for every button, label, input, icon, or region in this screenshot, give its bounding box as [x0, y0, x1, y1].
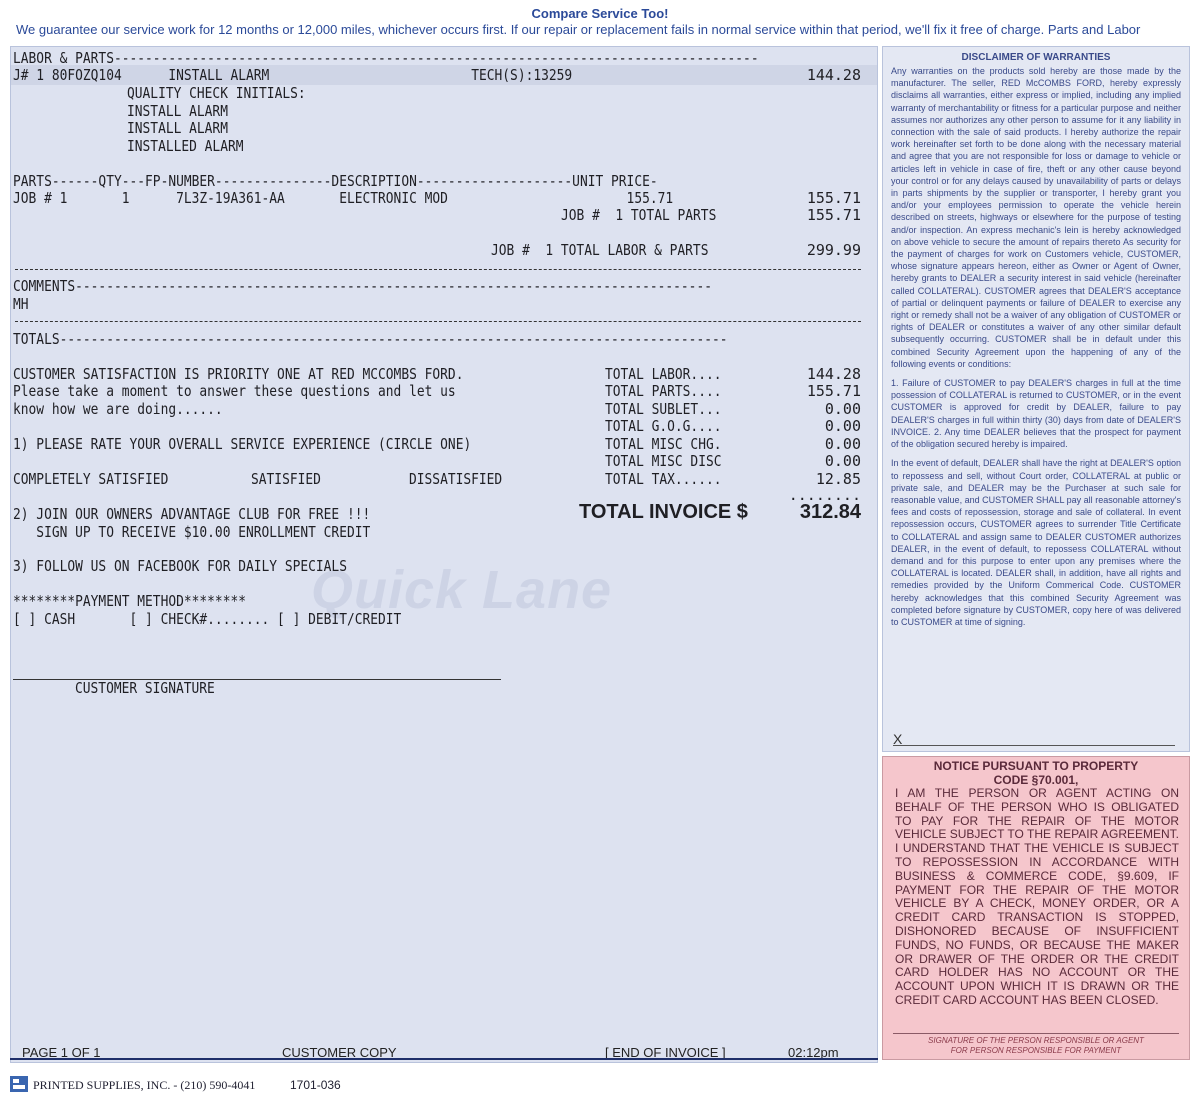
page-indicator: PAGE 1 OF 1 [22, 1045, 101, 1060]
total-label-gog: TOTAL G.O.G.... [605, 417, 722, 435]
notice-signature-caption-2: FOR PERSON RESPONSIBLE FOR PAYMENT [950, 1046, 1122, 1055]
satisfaction-line-3: know how we are doing...... [13, 400, 223, 418]
qc-line-1: QUALITY CHECK INITIALS: [127, 84, 306, 102]
qc-line-4: INSTALLED ALARM [127, 137, 244, 155]
payment-options[interactable]: [ ] CASH [ ] CHECK#........ [ ] DEBIT/CREDIT [13, 610, 402, 628]
footer-rule [10, 1058, 878, 1060]
question-3: 3) FOLLOW US ON FACEBOOK FOR DAILY SPECIALS [13, 557, 347, 575]
total-invoice-label: TOTAL INVOICE $ [579, 501, 748, 523]
total-label-parts: TOTAL PARTS.... [605, 382, 722, 400]
parts-header: PARTS------QTY---FP-NUMBER---------------DESCRIPTION--------------------UNIT PRICE- [13, 172, 658, 190]
parts-row: JOB # 1 1 7L3Z-19A361-AA ELECTRONIC MOD 155.71 [13, 189, 674, 207]
total-value-gog: 0.00 [824, 417, 861, 435]
disclaimer-text [891, 65, 1181, 635]
notice-text: I AM THE PERSON OR AGENT ACTING ON BEHALF OF THE PERSON WHO IS OBLIGATED TO PAY FOR THE REPAIR OF THE MOTOR VEHICLE SUBJECT TO THE REPAIR AGREEMENT. I UNDERSTAND THAT THE VEHICLE IS SUBJECT TO REPOSSESSION IN ACCORDANCE WITH BUSINESS & COMMERCE CODE, §9.609, IF PAYMENT FOR THE REPAIR OF THE MOTOR VEHICLE BY A CHECK, MONEY ORDER, OR A CREDIT CARD TRANSACTION IS STOPPED, DISHONORED BECAUSE OF INSUFFICIENT FUNDS, NO FUNDS, OR BECAUSE THE MAKER OR DRAWER OF THE ORDER OR THE CREDIT CARD HOLDER HAS NO ACCOUNT OR THE ACCOUNT UPON WHICH IT IS DRAWN OR THE CREDIT CARD ACCOUNT HAS BEEN CLOSED. [895, 786, 1179, 1007]
total-label-misc-chg: TOTAL MISC CHG. [605, 435, 722, 453]
totals-header: TOTALS-------------------------------------------------------------------------------------- [13, 330, 728, 348]
disclaimer-paragraph: Any warranties on the products sold hereby are those made by the manufacturer. The seller, RED McCOMBS FORD, hereby expressly disclaims all warranties, either express or implied, including any implied warranty of merchantability or fitness for a particular purpose and neither assumes nor authorizes any other person to assume for it any liability in connection with the sale of said products. I hereby authorize the repair work hereinafter set forth to be done along with the necessary material and agree that you are not responsible for loss or damage to vehicle or articles left in vehicle in case of fire, theft or any other cause beyond your control or for any delays caused by unavailability of parts or delays in parts shipments by the supplier or transporter, I hereby grant you and/or your employees permission to operate the vehicle herein described on streets, highways or elsewhere for the purpose of testing and/or inspection. An express mechanic's lein is hereby acknowledged on above vehicle to secure the amount of repairs thereto As security for the payment of charges for work on Customers vehicle, CUSTOMER, whose signature appears hereon, either as Owner or Agent of Owner, hereby grants to DEALER a security interest in said vehicle (hereinafter called COLLATERAL). CUSTOMER agrees that DEALER'S acceptance of partial or delinquent payments or failure of DEALER to exercise any right or remedy shall not be a waiver of any obligation of CUSTOMER or rights of DEALER or constitutes a waiver of any other similar default subsequently occurring. CUSTOMER shall be in default under this combined Security Agreement upon the happening of any of the following events or conditions: [891, 66, 1181, 369]
quick-lane-watermark: Quick Lane [311, 560, 613, 620]
total-separator-dots: ........ [788, 486, 861, 504]
disclaimer-title: DISCLAIMER OF WARRANTIES [961, 52, 1111, 63]
question-2-line-1: 2) JOIN OUR OWNERS ADVANTAGE CLUB FOR FREE !!! [13, 505, 371, 523]
notice-signature-caption-1: SIGNATURE OF THE PERSON RESPONSIBLE OR AGENT [928, 1036, 1144, 1045]
divider [15, 321, 861, 322]
copy-label: CUSTOMER COPY [282, 1045, 397, 1060]
printed-supplies-logo-icon [10, 1076, 28, 1092]
notice-title-line-2: CODE §70.001, [993, 773, 1079, 787]
satisfaction-line-1: CUSTOMER SATISFACTION IS PRIORITY ONE AT RED MCCOMBS FORD. [13, 365, 464, 383]
total-value-tax: 12.85 [815, 470, 861, 488]
total-label-misc-disc: TOTAL MISC DISC [605, 452, 722, 470]
comments-header: COMMENTS---------------------------------------------------------------------------------- [13, 277, 712, 295]
header-title: Compare Service Too! [531, 6, 669, 21]
question-2-line-2: SIGN UP TO RECEIVE $10.00 ENROLLMENT CREDIT [13, 523, 371, 541]
notice-signature-line[interactable] [893, 1033, 1179, 1056]
total-invoice-value: 312.84 [799, 501, 861, 523]
divider [15, 269, 861, 270]
job-total-labor-parts-amount: 299.99 [806, 241, 861, 259]
customer-signature-label: CUSTOMER SIGNATURE [75, 679, 215, 697]
disclaimer-paragraph: In the event of default, DEALER shall have the right at DEALER'S option to repossess and sell, without Court order, COLLATERAL at public or private sale, and DEALER may be the Purchaser at such sale for reasonable value, and CUSTOMER SHALL pay all reasonable attorney's fees and costs of repossession, storage and sale of collateral. In event repossession occurs, CUSTOMER agrees to surrender Title Certificate to COLLATERAL and assign same to DEALER CUSTOMER authorizes DEALER, in the event of default, to repossess COLLATERAL without demand and for this purpose to enter upon any premises where the COLLATERAL is located. DEALER shall, in addition, have all rights and remedies provided by the Uniform Commerical Code. CUSTOMER hereby acknowledges that this combined Security Agreement was completed before signature by CUSTOMER, copy here of was delivered to CUSTOMER at time of signing. [891, 458, 1181, 627]
qc-line-3: INSTALL ALARM [127, 119, 228, 137]
disclaimer-paragraph: 1. Failure of CUSTOMER to pay DEALER'S charges in full at the time possession of COLLATERAL is returned to CUSTOMER, or in the event CUSTOMER is approved for credit by DEALER, failure to pay DEALER'S charges in full within thirty (30) days from date of DEALER'S INVOICE. 2. Any time DEALER believes that the prospect for payment of the obligation secured hereby is impaired. [891, 378, 1181, 450]
job-total-parts-label: JOB # 1 TOTAL PARTS [561, 206, 717, 224]
disclaimer-box [882, 46, 1190, 752]
labor-parts-header: LABOR & PARTS----------------------------------------------------------------------------------- [13, 49, 759, 67]
disclaimer-signature-line[interactable]: X [893, 731, 1175, 746]
total-label-tax: TOTAL TAX...... [605, 470, 722, 488]
form-number: 1701-036 [290, 1078, 341, 1092]
qc-line-2: INSTALL ALARM [127, 102, 228, 120]
rating-dissatisfied[interactable]: DISSATISFIED [409, 470, 503, 488]
invoice-time: 02:12pm [788, 1045, 839, 1060]
payment-method-header: ********PAYMENT METHOD******** [13, 592, 247, 610]
question-1: 1) PLEASE RATE YOUR OVERALL SERVICE EXPERIENCE (CIRCLE ONE) [13, 435, 472, 453]
total-value-misc-chg: 0.00 [824, 435, 861, 453]
total-value-misc-disc: 0.00 [824, 452, 861, 470]
total-value-labor: 144.28 [806, 365, 861, 383]
total-label-labor: TOTAL LABOR.... [605, 365, 722, 383]
parts-row-amount: 155.71 [806, 189, 861, 207]
satisfaction-line-2: Please take a moment to answer these questions and let us [13, 382, 456, 400]
right-column [882, 46, 1188, 1058]
notice-title [883, 759, 1189, 787]
printer-credit: PRINTED SUPPLIES, INC. - (210) 590-4041 [33, 1078, 256, 1092]
notice-title-line-1: NOTICE PURSUANT TO PROPERTY [933, 759, 1139, 773]
job-amount: 144.28 [806, 66, 861, 84]
header-guarantee-text: We guarantee our service work for 12 months or 12,000 miles, whichever occurs first. If our repair or replacement fails in normal service within that period, we'll fix it free of charge. Parts and Labor [16, 22, 1141, 37]
total-value-sublet: 0.00 [824, 400, 861, 418]
total-value-parts: 155.71 [806, 382, 861, 400]
rating-completely-satisfied[interactable]: COMPLETELY SATISFIED [13, 470, 169, 488]
job-total-labor-parts-label: JOB # 1 TOTAL LABOR & PARTS [491, 241, 709, 259]
rating-satisfied[interactable]: SATISFIED [251, 470, 321, 488]
end-of-invoice: [ END OF INVOICE ] [605, 1045, 726, 1060]
notice-box [882, 756, 1190, 1060]
total-label-sublet: TOTAL SUBLET... [605, 400, 722, 418]
job-line: J# 1 80FOZQ104 INSTALL ALARM TECH(S):13259 [13, 66, 573, 84]
comments-value: MH [13, 295, 29, 313]
job-total-parts-amount: 155.71 [806, 206, 861, 224]
invoice-body [10, 46, 878, 1063]
